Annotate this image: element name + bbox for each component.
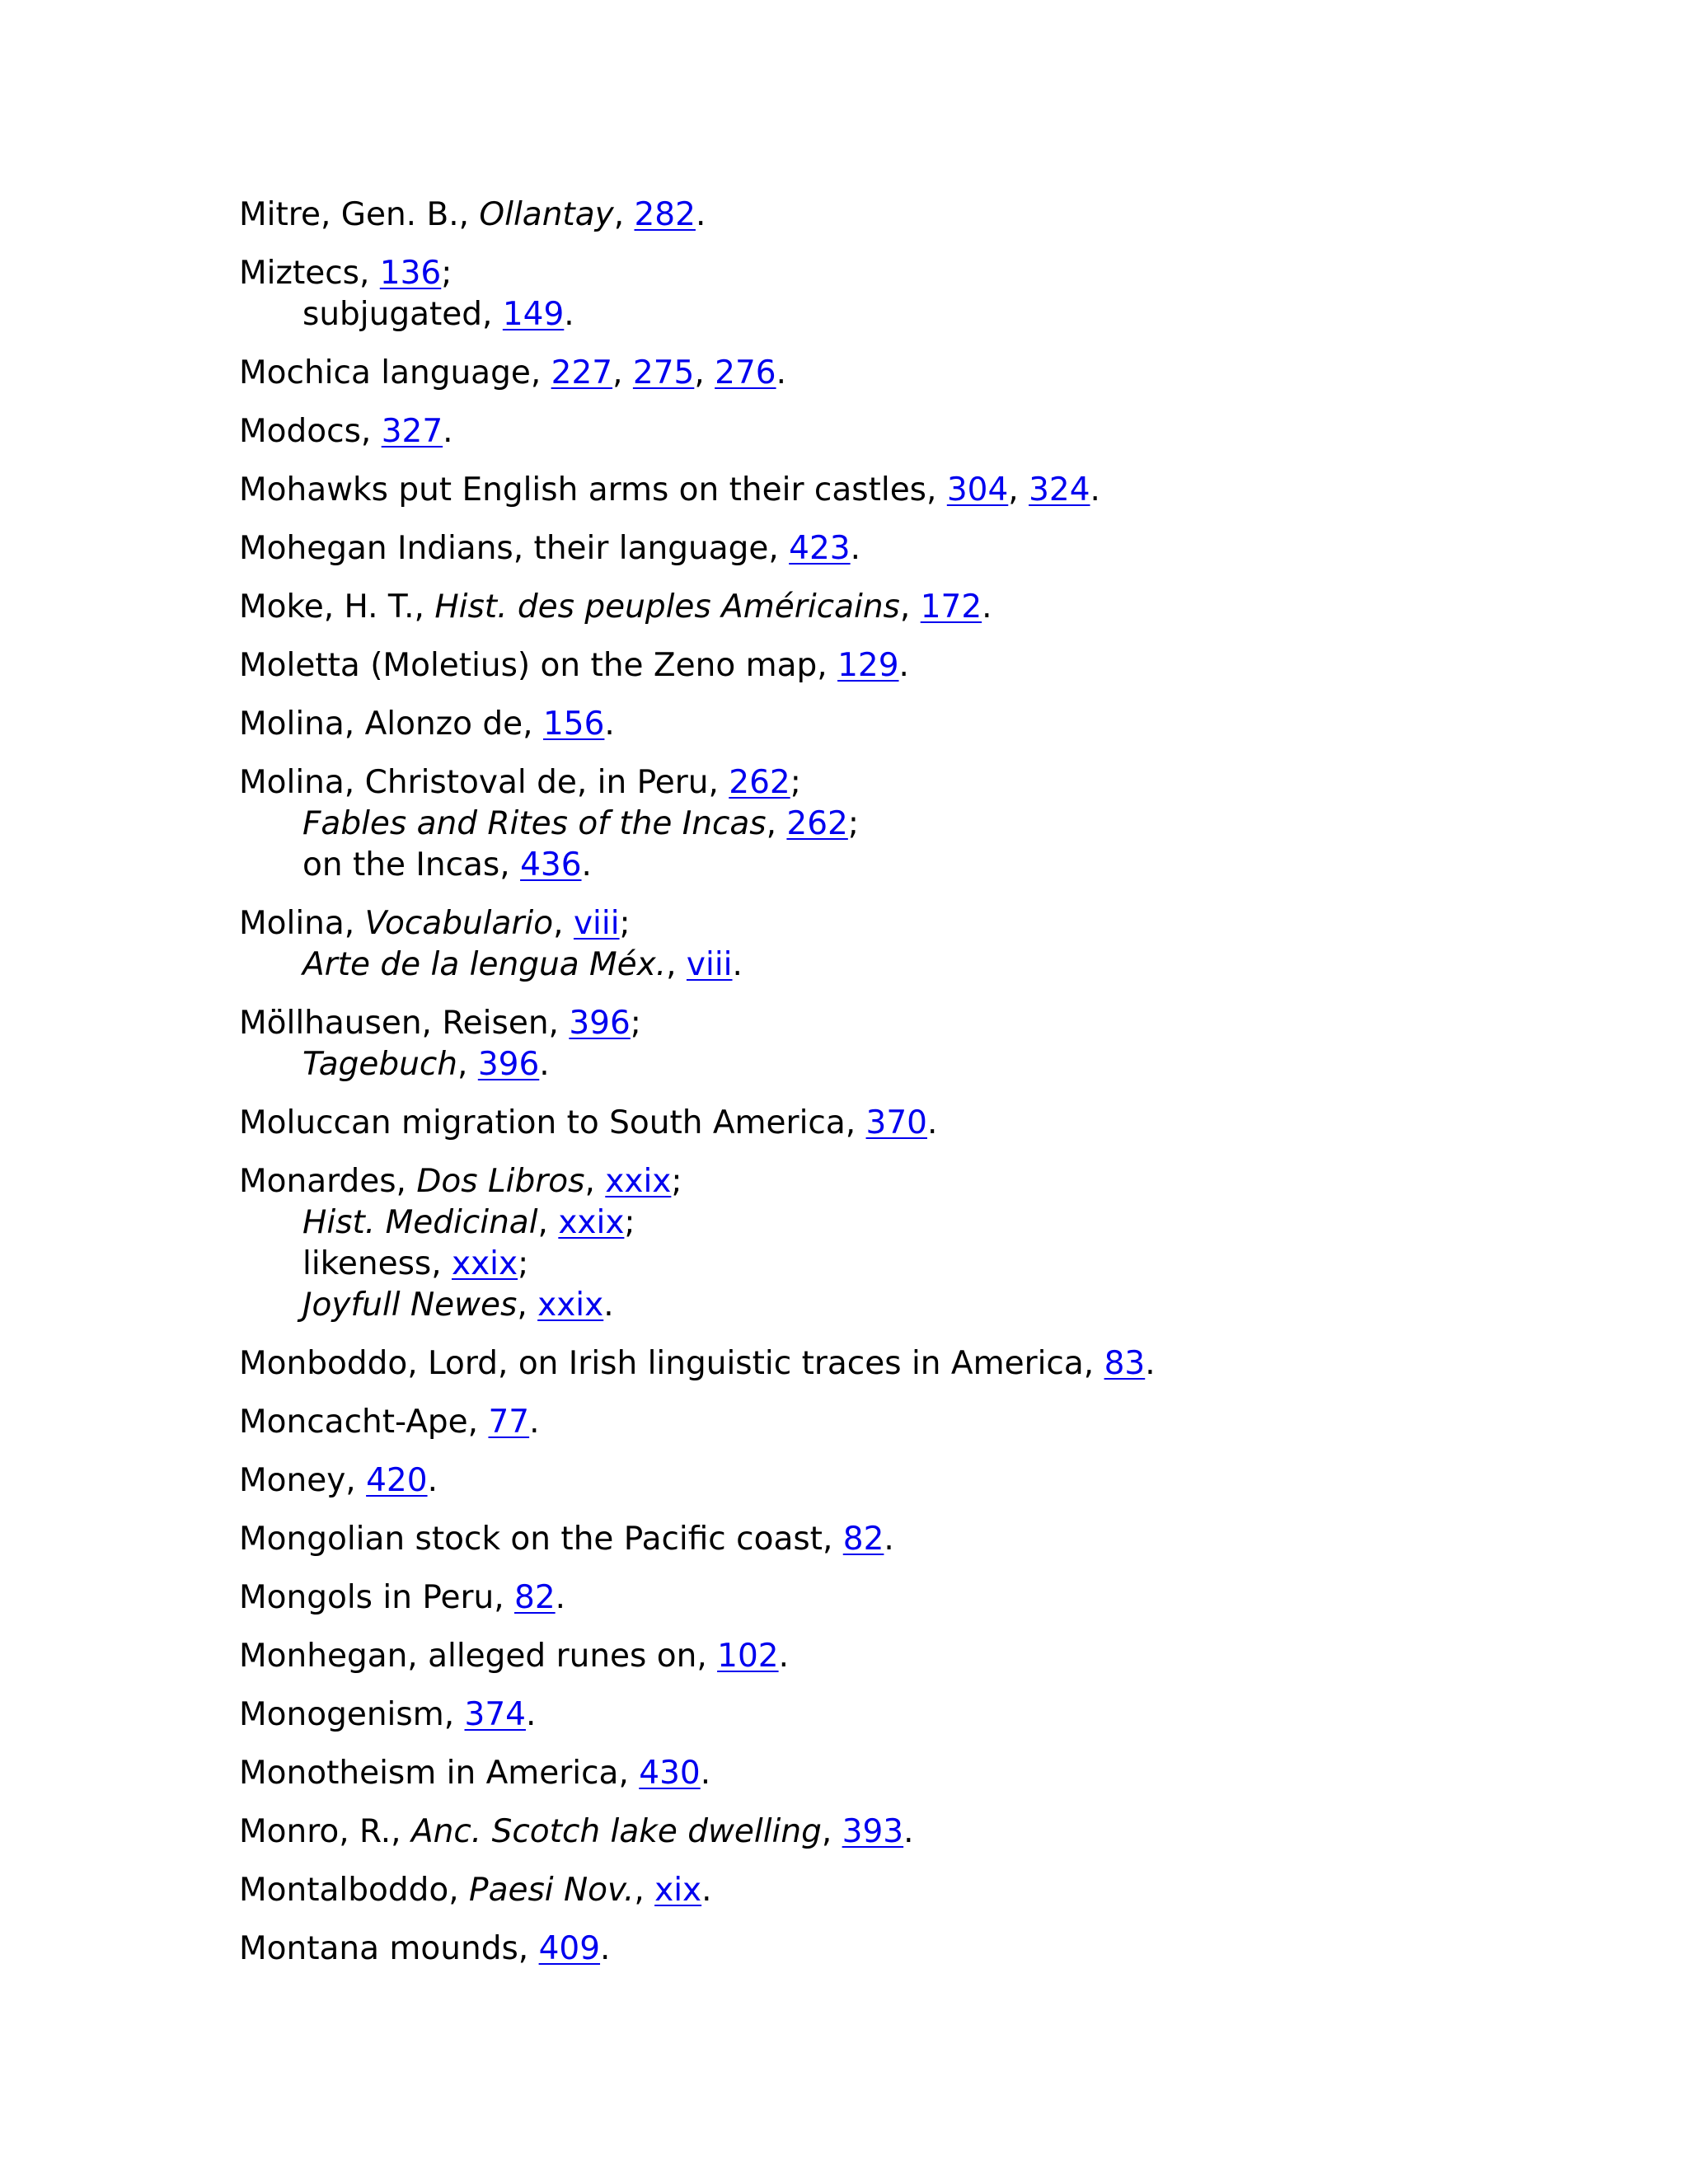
entry-text: , [766,805,787,842]
entry-text: Moncacht-Ape, [239,1404,489,1441]
page-reference-link[interactable]: 149 [502,296,565,333]
page-reference-link[interactable]: 77 [488,1404,530,1441]
index-entry [239,704,1640,745]
index-heading [239,1161,1640,1202]
entry-text: , [634,1872,655,1909]
entry-text: . [581,846,592,883]
index-subentry [239,944,1640,986]
page-reference-link[interactable]: 324 [1029,471,1090,509]
entry-text: , [694,354,715,391]
index-entry [239,1103,1640,1144]
index-entry [239,1870,1640,1911]
entry-text: Moke, H. T., [239,588,435,626]
entry-text: . [564,296,574,333]
index-subentry [239,804,1640,845]
entry-text: , [584,1163,606,1200]
index-heading [239,587,1640,628]
title-text: Arte de la lengua Méx. [302,946,667,983]
page-reference-link[interactable]: 327 [381,413,443,450]
entry-text: , [457,1046,478,1083]
title-text: Joyfull Newes [302,1286,518,1324]
index-subentry [239,294,1640,335]
entry-text: ; [671,1163,682,1200]
index-entry [239,587,1640,628]
page-reference-link[interactable]: 423 [789,530,851,567]
index-entry [239,1161,1640,1326]
title-text: Hist. Medicinal [302,1204,538,1241]
page-reference-link[interactable]: 393 [842,1813,904,1850]
index-heading [239,762,1640,804]
entry-text: Monhegan, alleged runes on, [239,1638,718,1675]
page-reference-link[interactable]: 420 [366,1462,428,1499]
page-reference-link[interactable]: 156 [542,705,605,743]
entry-text: Monardes, [239,1163,417,1200]
entry-text: , [537,1204,559,1241]
index-heading [239,645,1640,687]
page-reference-link[interactable]: 396 [569,1005,631,1042]
page-reference-link[interactable]: 370 [865,1104,927,1141]
index-entry [239,1753,1640,1794]
title-text: Tagebuch [302,1046,458,1083]
entry-text: . [903,1813,914,1850]
page-reference-link[interactable]: 262 [729,764,790,801]
index-entry [239,1003,1640,1085]
entry-text: . [600,1930,611,1967]
entry-text: . [982,588,992,626]
entry-text: , [821,1813,842,1850]
entry-text: Money, [239,1462,367,1499]
index-entry [239,1636,1640,1677]
index-heading [239,194,1640,236]
index-entry [239,1402,1640,1443]
entry-text: . [776,354,786,391]
page-reference-link[interactable]: 172 [920,588,982,626]
entry-text: Mongolian stock on the Pacific coast, [239,1521,843,1558]
entry-text: . [529,1404,540,1441]
entry-text: Monboddo, Lord, on Irish linguistic traces in America, [239,1345,1104,1382]
page-reference-link[interactable]: xxix [605,1163,672,1200]
index-heading [239,1460,1640,1502]
index-heading [239,1811,1640,1853]
page-reference-link[interactable]: 436 [520,846,582,883]
index-heading [239,1003,1640,1044]
entry-text: . [695,196,706,233]
entry-text: Mohawks put English arms on their castles, [239,471,947,509]
entry-text: , [899,588,921,626]
entry-text: . [1145,1345,1156,1382]
index-entry [239,194,1640,236]
entry-text: . [1090,471,1100,509]
index-subentry [239,845,1640,886]
index-entry [239,1460,1640,1502]
index-entry [239,470,1640,511]
title-text: Hist. des peuples Américains [434,588,900,626]
index-heading [239,1402,1640,1443]
page-reference-link[interactable]: 262 [786,805,848,842]
title-text: Ollantay [479,196,614,233]
entry-text: . [603,1286,614,1324]
entry-text: ; [619,905,631,942]
entry-text: Montana mounds, [239,1930,539,1967]
title-text: Paesi Nov. [469,1872,635,1909]
index-heading [239,528,1640,569]
page-reference-link[interactable]: 430 [639,1755,701,1792]
page-reference-link[interactable]: 409 [538,1930,601,1967]
entry-text: Mohegan Indians, their language, [239,530,790,567]
page-reference-link[interactable]: 83 [1104,1345,1146,1382]
entry-text: Molina, Christoval de, in Peru, [239,764,729,801]
index-heading [239,1636,1640,1677]
page-reference-link[interactable]: xxix [558,1204,625,1241]
page-reference-link[interactable]: 304 [946,471,1009,509]
entry-text: ; [441,255,452,292]
page-reference-link[interactable]: 136 [379,255,442,292]
page-reference-link[interactable]: 82 [842,1521,884,1558]
entry-text: Möllhausen, Reisen, [239,1005,570,1042]
entry-text: . [700,1755,711,1792]
index-entry [239,1519,1640,1560]
index-heading [239,253,1640,294]
entry-text: . [732,946,743,983]
page-reference-link[interactable]: 102 [717,1638,779,1675]
index-page [239,194,1640,1987]
index-entry [239,762,1640,886]
entry-text: , [666,946,687,983]
page-reference-link[interactable]: viii [573,905,620,942]
entry-text: . [604,705,615,743]
entry-text: Monro, R., [239,1813,411,1850]
index-heading [239,1870,1640,1911]
entry-text: , [612,354,633,391]
index-entry [239,1929,1640,1970]
index-heading [239,353,1640,394]
index-heading [239,470,1640,511]
entry-text: ; [624,1204,635,1241]
index-heading [239,1753,1640,1794]
entry-text: Montalboddo, [239,1872,470,1909]
entry-text: , [613,196,635,233]
entry-text: ; [630,1005,641,1042]
entry-text: , [1008,471,1029,509]
entry-text: Miztecs, [239,255,380,292]
index-entry [239,1343,1640,1385]
index-entry [239,1811,1640,1853]
index-heading [239,1577,1640,1619]
entry-text: on the Incas, [302,846,521,883]
page-reference-link[interactable]: 374 [464,1696,526,1733]
entry-text: ; [790,764,801,801]
entry-text: Modocs, [239,413,382,450]
entry-text: Mitre, Gen. B., [239,196,480,233]
entry-text: . [898,647,909,684]
entry-text: . [778,1638,789,1675]
entry-text: . [701,1872,712,1909]
page-reference-link[interactable]: xxix [452,1245,518,1282]
index-entry [239,645,1640,687]
page-reference-link[interactable]: xxix [537,1286,604,1324]
page-reference-link[interactable]: 276 [715,354,776,391]
entry-text: Molina, [239,905,365,942]
index-heading [239,1519,1640,1560]
index-heading [239,1103,1640,1144]
page-reference-link[interactable]: 129 [837,647,899,684]
entry-text: . [525,1696,537,1733]
index-entry [239,1694,1640,1736]
index-heading [239,1929,1640,1970]
title-text: Anc. Scotch lake dwelling [410,1813,822,1850]
page-reference-link[interactable]: 396 [477,1046,540,1083]
entry-text: likeness, [302,1245,452,1282]
entry-text: Mochica language, [239,354,551,391]
page-reference-link[interactable]: 82 [514,1579,556,1616]
entry-text: Monogenism, [239,1696,465,1733]
entry-text: subjugated, [302,296,503,333]
entry-text: , [517,1286,538,1324]
entry-text: . [927,1104,938,1141]
title-text: Vocabulario [364,905,554,942]
entry-text: Molina, Alonzo de, [239,705,543,743]
page-reference-link[interactable]: 275 [632,354,695,391]
page-reference-link[interactable]: 227 [551,354,613,391]
index-heading [239,1343,1640,1385]
entry-text: . [427,1462,438,1499]
entry-text: . [443,413,453,450]
index-subentry [239,1202,1640,1244]
entry-text: Monotheism in America, [239,1755,640,1792]
index-entry [239,353,1640,394]
index-entry [239,1577,1640,1619]
entry-text: . [850,530,861,567]
entry-text: . [539,1046,550,1083]
index-heading [239,1694,1640,1736]
index-heading [239,411,1640,452]
index-entry [239,253,1640,335]
entry-text: , [553,905,574,942]
entry-text: Moluccan migration to South America, [239,1104,866,1141]
entry-text: Mongols in Peru, [239,1579,515,1616]
page-reference-link[interactable]: viii [686,946,733,983]
index-entry [239,411,1640,452]
index-heading [239,903,1640,944]
index-subentry [239,1285,1640,1326]
title-text: Fables and Rites of the Incas [302,805,767,842]
index-entry [239,903,1640,986]
index-entry [239,528,1640,569]
entry-text: . [884,1521,894,1558]
entry-text: . [555,1579,566,1616]
entry-text: ; [847,805,859,842]
page-reference-link[interactable]: 282 [634,196,696,233]
entry-text: Moletta (Moletius) on the Zeno map, [239,647,838,684]
index-heading [239,704,1640,745]
entry-text: ; [518,1245,529,1282]
page-reference-link[interactable]: xix [654,1872,702,1909]
index-subentry [239,1044,1640,1085]
index-subentry [239,1244,1640,1285]
title-text: Dos Libros [416,1163,585,1200]
